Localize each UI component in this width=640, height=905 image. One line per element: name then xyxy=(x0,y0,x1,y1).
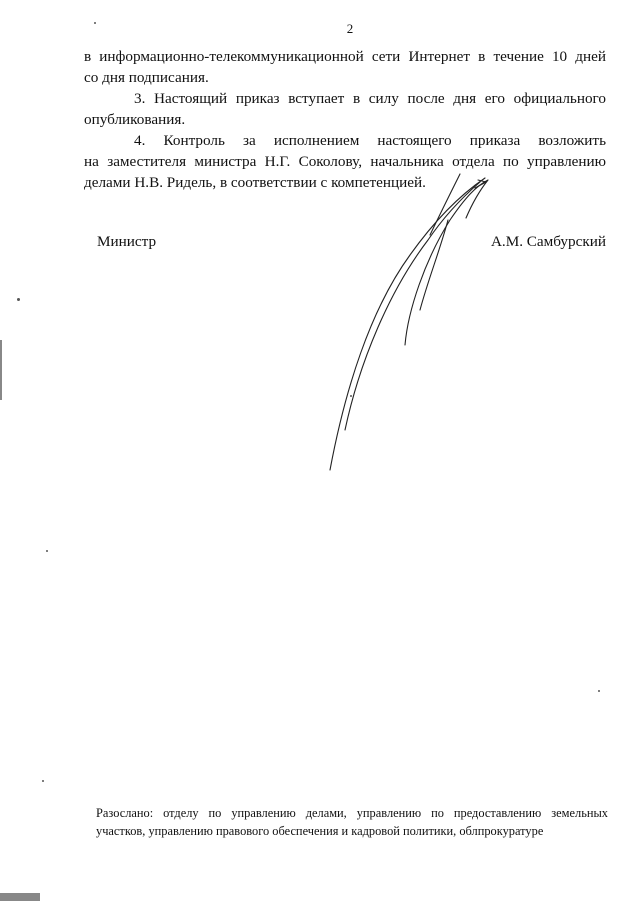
signature-stroke-down xyxy=(420,220,448,310)
paragraph-3-line-2: опубликования. xyxy=(84,111,186,128)
scan-speck xyxy=(350,395,352,397)
page-number: 2 xyxy=(346,21,354,36)
handwritten-signature xyxy=(300,160,520,480)
paragraph-continuation-line-1: в информационно-телекоммуникационной сети Интернет в течение 10 дней xyxy=(84,48,606,65)
signatory-name: А.М. Самбурский xyxy=(490,233,606,250)
paragraph-4-line-2: на заместителя министра Н.Г. Соколову, начальника отдела по управлению xyxy=(84,153,606,170)
distribution-list xyxy=(96,804,608,840)
distribution-line-2: участков, управлению правового обеспечения и кадровой политики, облпрокуратуре xyxy=(96,824,544,838)
signatory-role: Министр xyxy=(97,233,157,250)
paragraph-3-line-1: 3. Настоящий приказ вступает в силу после дня его официального xyxy=(134,90,606,107)
scan-edge-mark xyxy=(0,893,40,901)
distribution-line-1: Разослано: отделу по управлению делами, управлению по предоставлению земельных xyxy=(96,806,608,820)
scan-speck xyxy=(17,298,20,301)
scan-speck xyxy=(94,22,96,24)
scan-edge-mark xyxy=(0,340,2,400)
paragraph-4-line-3: делами Н.В. Ридель, в соответствии с компетенцией. xyxy=(84,174,426,191)
scan-speck xyxy=(598,690,600,692)
signature-stroke-loop xyxy=(405,180,488,345)
signature-stroke-upper xyxy=(430,174,460,235)
paragraph-continuation-line-2: со дня подписания. xyxy=(84,69,209,86)
scan-speck xyxy=(42,780,44,782)
scan-speck xyxy=(46,550,48,552)
paragraph-4-line-1: 4. Контроль за исполнением настоящего приказа возложить xyxy=(134,132,606,149)
